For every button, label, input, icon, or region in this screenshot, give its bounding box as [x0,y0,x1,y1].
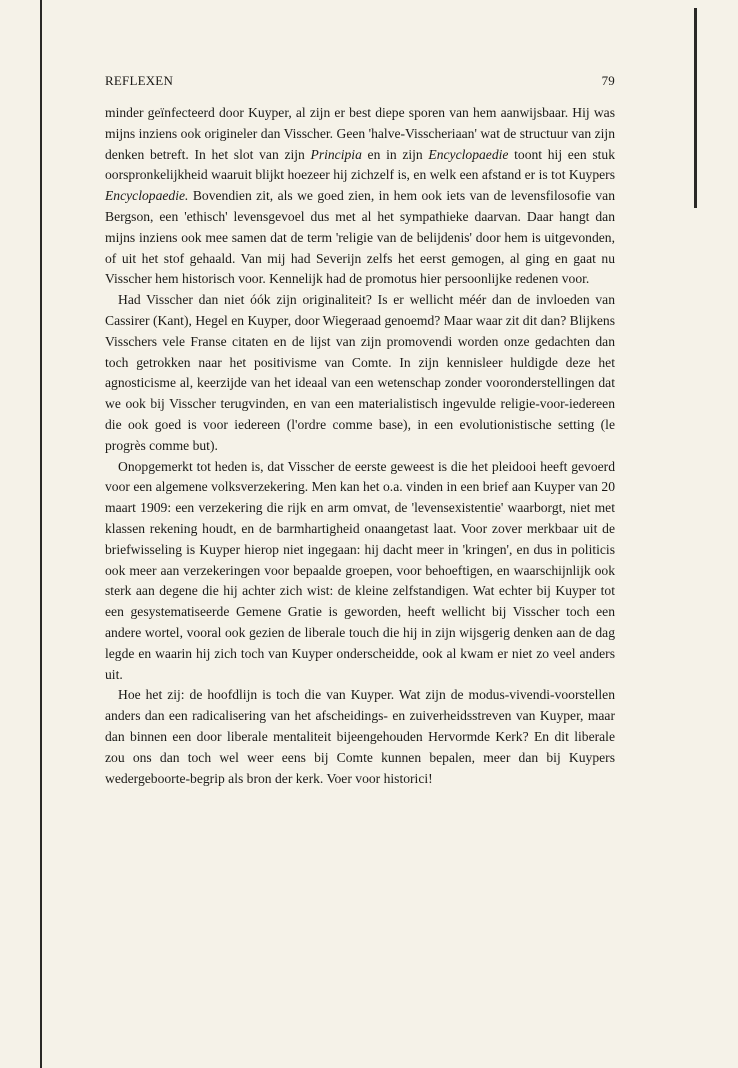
paragraph-2: Had Visscher dan niet óók zijn originaliteit? Is er wellicht méér dan de invloeden van Cassirer (Kant), Hegel en Kuyper, door Wiegeraad genoemd? Maar waar zit dit dan? Blijkens Visschers vele Franse citaten en de lijst van zijn promovendi worden onze gedachten dan toch getrokken naar het positivisme van Comte. In zijn kennisleer huldigde deze het agnosticisme al, keerzijde van het ideaal van een wetenschap zonder vooronderstellingen dat we ook bij Visscher terugvinden, en van een materialistisch ingevulde religie-voor-iedereen die ook goed is voor iedereen (l'ordre comme base), in een evolutionistische setting (le progrès comme but). [105,292,615,453]
paragraph-1-text-b: en in zijn [361,146,429,162]
body-text [105,103,615,789]
page-number: 79 [601,73,615,88]
title-encyclopaedie-1: Encyclopaedie [428,146,509,162]
running-title: REFLEXEN [105,73,174,88]
running-header [105,73,615,93]
paragraph-3: Onopgemerkt tot heden is, dat Visscher de eerste geweest is die het pleidooi heeft gevoerd voor een algemene volksverzekering. Men kan het o.a. vinden in een brief aan Kuyper van 20 maart 1909: een verzekering die rijk en arm omvat, de 'levensexistentie' waarborgt, niet met klassen rekening houdt, en de barmhartigheid onaangetast laat. Voor zover merkbaar uit de briefwisseling is Kuyper hierop niet ingegaan: hij dacht meer in 'kringen', en dus in politicis ook meer aan verzekeringen voor bepaalde groepen, voor behoeftigen, en waarschijnlijk ook sterk aan degene die hij achter zich wist: de kleine zelfstandigen. Wat echter bij Kuyper tot een gesystematiseerde Gemene Gratie is geworden, heeft wellicht bij Visscher toch een andere wortel, vooral ook gezien de liberale touch die hij in zijn wijsgerig denken aan de dag legde en waarin hij zich toch van Kuyper onderscheidde, ook al kwam er niet zo veel anders uit. [105,458,615,682]
paragraph-1-text-c: toont hij een stuk oorspronkelijkheid waaruit blijkt hoezeer hij zichzelf is, en welk een afstand er is tot Kuypers [105,146,616,183]
paragraph-4: Hoe het zij: de hoofdlijn is toch die van Kuyper. Wat zijn de modus-vivendi-voorstellen anders dan een radicalisering van het afscheidings- en zuiverheidsstreven van Kuyper, maar dan binnen een door liberale mentaliteit bijeengehouden Hervormde Kerk? En dit liberale zou ons dan toch wel weer eens bij Comte kunnen bepalen, meer dan bij Kuypers wedergeboorte-begrip als bron der kerk. Voer voor historici! [105,687,615,786]
left-scan-edge-line [40,0,42,1068]
title-encyclopaedie-2: Encyclopaedie. [105,188,189,204]
paragraph-1-text-d: Bovendien zit, als we goed zien, in hem ook iets van de levensfilosofie van Bergson, een 'ethisch' levensgevoel dus met al het sympathieke daarvan. Daar hangt dan mijns inziens ook mee samen dat de term 'religie van de belijdenis' door hem is uitgevonden, of uit het stof gehaald. Van mij had Severijn zelfs het eerst gemogen, al ging en gaat nu Visscher hem historisch voor. Kennelijk had de promotus hier persoonlijke redenen voor. [105,188,615,287]
right-scan-edge-line [694,8,697,208]
paragraph-1-text-a: minder geïnfecteerd door Kuyper, al zijn er best diepe sporen van hem aanwijsbaar. Hij was mijns inziens ook origineler dan Visscher. Geen 'halve-Visscheriaan' wat de structuur van zijn denken betreft. In het slot van zijn [105,105,615,162]
title-principia: Principia [310,146,362,162]
paragraph-1 [105,103,615,290]
